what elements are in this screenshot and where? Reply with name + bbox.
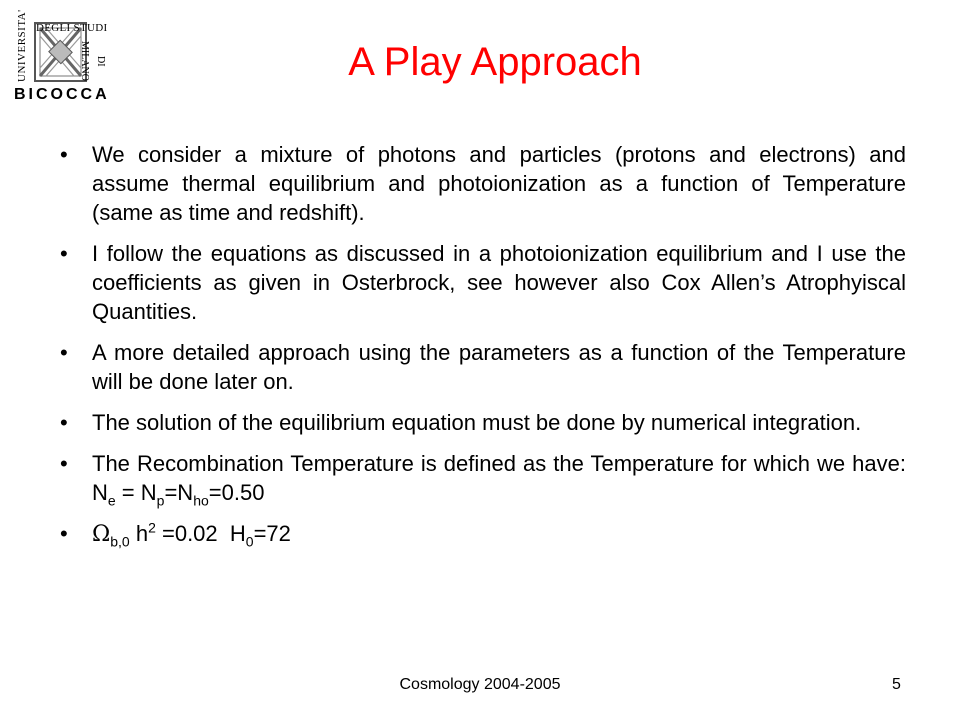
bullet-item <box>60 449 906 507</box>
logo-text-right: DI MILANO <box>79 41 106 81</box>
bullet-text <box>92 451 906 509</box>
bullet-dot-icon: • <box>60 241 68 266</box>
subscript-b0: b,0 <box>110 533 130 550</box>
slide-title: A Play Approach <box>348 40 642 84</box>
bullet-dot-icon: • <box>60 521 68 546</box>
equation-part: h <box>129 521 149 546</box>
bullet-dot-icon: • <box>60 340 68 365</box>
bullet-text: I follow the equations as discussed in a photoionization equilibrium and I use the coefficients as given in Osterbrock, see however also Cox Allen’s Atrophyiscal Quantities. <box>92 241 906 324</box>
bullet-text: We consider a mixture of photons and particles (protons and electrons) and assume thermal equilibrium and photoionization as a function of Temperature (same as time and redshift). <box>92 142 906 225</box>
subscript-0: 0 <box>245 533 254 550</box>
equation-part: = N <box>115 480 157 505</box>
bullet-text <box>92 519 291 550</box>
bullet-text: The solution of the equilibrium equation must be done by numerical integration. <box>92 410 862 435</box>
bullet-item <box>60 140 906 227</box>
subscript-e: e <box>107 492 116 509</box>
footer-course: Cosmology 2004-2005 <box>399 676 561 693</box>
logo-text-bottom: BICOCCA <box>14 86 110 103</box>
subscript-ho: ho <box>193 492 209 509</box>
equation-part: =0.50 <box>208 480 265 505</box>
bullet-dot-icon: • <box>60 142 68 167</box>
superscript-2: 2 <box>148 519 156 536</box>
bullet-item <box>60 239 906 326</box>
bullet-dot-icon: • <box>60 410 68 435</box>
omega-symbol: Ω <box>92 522 111 547</box>
bullet-list <box>60 140 906 561</box>
subscript-p: p <box>156 492 165 509</box>
recombination-text: The Recombination Temperature is defined as the Temperature for which we have: N <box>92 451 906 505</box>
equation-part: =72 <box>253 521 291 546</box>
equation-part: =0.02 H <box>155 521 246 546</box>
bullet-text: A more detailed approach using the parameters as a function of the Temperature will be done later on. <box>92 340 906 394</box>
equation-part: =N <box>164 480 194 505</box>
logo-text-top: DEGLI STUDI <box>36 22 108 34</box>
bullet-item <box>60 408 906 437</box>
bullet-dot-icon: • <box>60 451 68 476</box>
page-number: 5 <box>892 676 901 693</box>
bullet-item <box>60 338 906 396</box>
logo-text-left: UNIVERSITA' <box>16 9 28 82</box>
bullet-item <box>60 519 906 549</box>
